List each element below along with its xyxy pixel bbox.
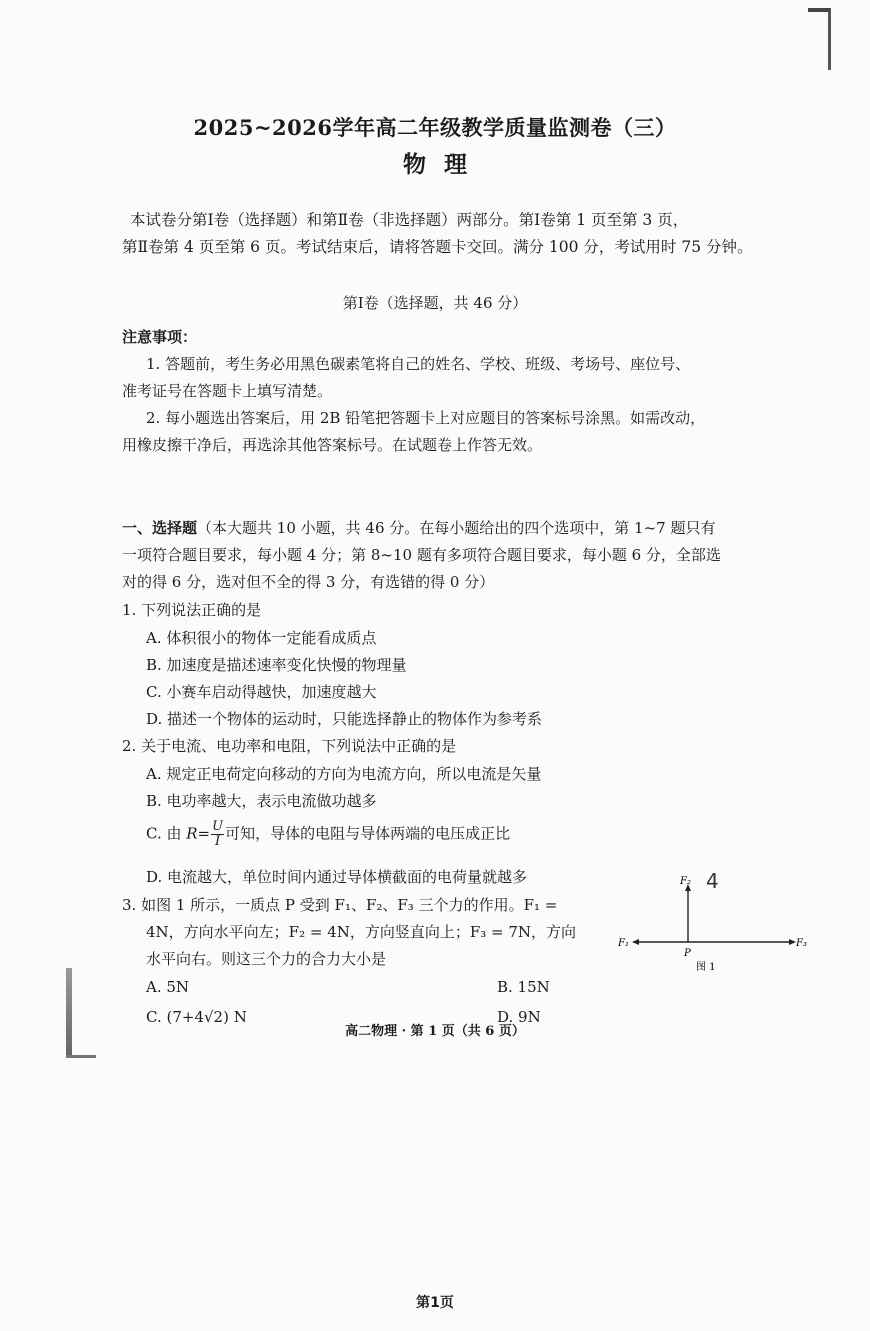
section1-label: 一、选择题: [122, 519, 198, 537]
intro-line-2: 第Ⅱ卷第 4 页至第 6 页。考试结束后，请将答题卡交回。满分 100 分，考试用时 75 分钟。: [122, 238, 753, 256]
q1-option-b: B. 加速度是描述速率变化快慢的物理量: [146, 656, 407, 674]
section1-line-2: 一项符合题目要求，每小题 4 分；第 8~10 题有多项符合题目要求，每小题 6 分，全部选: [122, 546, 721, 564]
q2-c-var: R: [186, 824, 198, 843]
q3-option-b: B. 15N: [497, 978, 550, 996]
q3-option-d: D. 9N: [497, 1008, 541, 1026]
arrow-f3: [789, 939, 796, 945]
notice-item-1-line-2: 准考证号在答题卡上填写清楚。: [122, 382, 333, 400]
notice-item-2-line-1: 2. 每小题选出答案后，用 2B 铅笔把答题卡上对应题目的答案标号涂黑。如需改动，: [146, 409, 706, 427]
part1-title: 第Ⅰ卷（选择题，共 46 分）: [342, 294, 528, 312]
q2-c-eq: =: [197, 824, 211, 843]
q3-option-a: A. 5N: [146, 978, 190, 996]
section1-desc-1: （本大题共 10 小题，共 46 分。在每小题给出的四个选项中，第 1~7 题只有: [197, 519, 716, 537]
label-f1: F₁: [618, 938, 629, 949]
q2-c-suffix: 可知，导体的电阻与导体两端的电压成正比: [225, 824, 511, 843]
fraction-numerator: U: [212, 819, 224, 834]
q3-line-1: 3. 如图 1 所示，一质点 P 受到 F₁、F₂、F₃ 三个力的作用。F₁ =: [122, 896, 558, 914]
q3-option-c: C. (7+4√2) N: [146, 1008, 247, 1026]
q2-option-d: D. 电流越大，单位时间内通过导体横截面的电荷量就越多: [146, 868, 528, 886]
intro-line-1: 本试卷分第Ⅰ卷（选择题）和第Ⅱ卷（非选择题）两部分。第Ⅰ卷第 1 页至第 3 页，: [130, 211, 689, 229]
notice-heading: 注意事项：: [122, 328, 198, 346]
page-number-mark: 第1页: [416, 1295, 454, 1311]
label-point-p: P: [684, 948, 691, 959]
scan-bar-base: [66, 1055, 96, 1058]
q2-option-c: [146, 820, 510, 849]
q2-option-a: A. 规定正电荷定向移动的方向为电流方向，所以电流是矢量: [146, 765, 542, 783]
notice-item-1-line-1: 1. 答题前，考生务必用黑色碳素笔将自己的姓名、学校、班级、考场号、座位号、: [146, 355, 691, 373]
subject-title: 物理: [403, 151, 485, 178]
fraction-u-over-i: [211, 820, 224, 849]
q3-line-2: 4N，方向水平向左；F₂ = 4N，方向竖直向上；F₃ = 7N，方向: [146, 923, 577, 941]
q1-option-c: C. 小赛车启动得越快，加速度越大: [146, 683, 377, 701]
exam-title: 2025~2026学年高二年级教学质量监测卷（三）: [193, 115, 677, 140]
figure-1-force-diagram: [614, 872, 814, 982]
page-footer: 高二物理 · 第 1 页（共 6 页）: [345, 1024, 525, 1039]
scan-bar: [66, 968, 72, 1056]
arrow-f1: [632, 939, 639, 945]
handwritten-annotation: 4: [706, 872, 719, 893]
q2-stem: 2. 关于电流、电功率和电阻，下列说法中正确的是: [122, 737, 457, 755]
label-f2: F₂: [680, 876, 691, 887]
q1-option-d: D. 描述一个物体的运动时，只能选择静止的物体作为参考系: [146, 710, 543, 728]
section1-line-1: [122, 517, 715, 539]
figure-caption: 图 1: [696, 962, 716, 973]
scan-edge-mark-left: [66, 968, 96, 1058]
section1-line-3: 对的得 6 分，选对但不全的得 3 分，有选错的得 0 分）: [122, 573, 495, 591]
scan-edge-mark: [808, 8, 831, 70]
notice-item-2-line-2: 用橡皮擦干净后，再选涂其他答案标号。在试题卷上作答无效。: [122, 436, 543, 454]
q2-c-prefix: C. 由: [146, 824, 187, 843]
label-f3: F₃: [796, 938, 807, 949]
q2-option-b: B. 电功率越大，表示电流做功越多: [146, 792, 377, 810]
fraction-denominator: I: [215, 834, 221, 849]
q1-stem: 1. 下列说法正确的是: [122, 601, 262, 619]
q1-option-a: A. 体积很小的物体一定能看成质点: [146, 629, 377, 647]
q3-line-3: 水平向右。则这三个力的合力大小是: [146, 950, 387, 968]
